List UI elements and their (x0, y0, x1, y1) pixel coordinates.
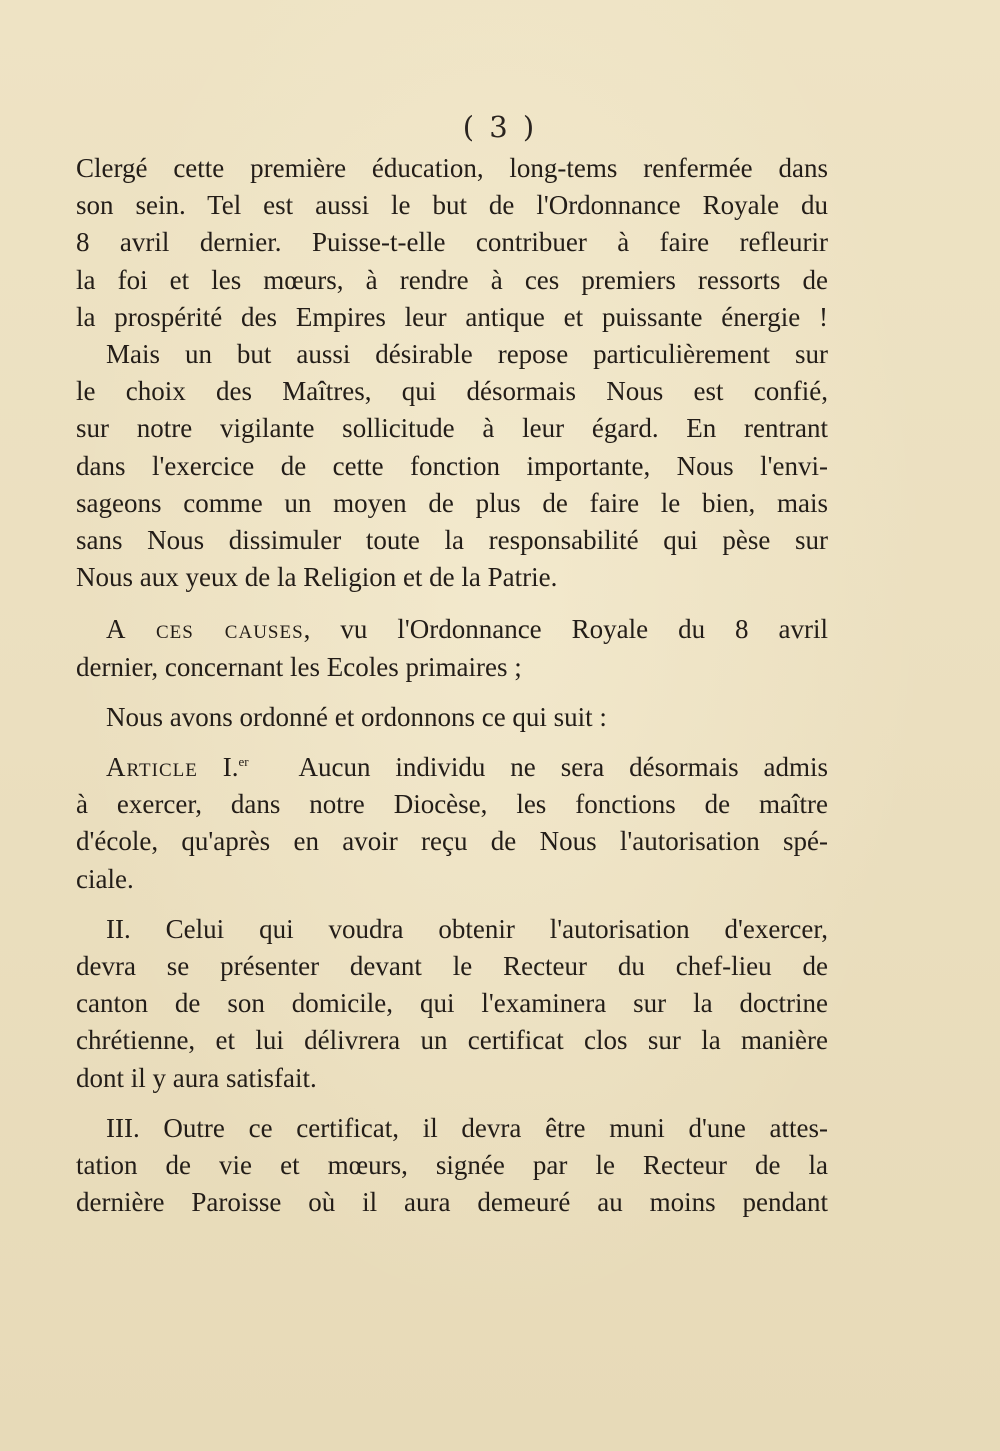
paragraph-article-2 (76, 911, 828, 1097)
text-line: Clergé cette première éducation, long-tems renfermée dans (76, 153, 828, 183)
text-line (76, 749, 828, 786)
text-line: dernier, concernant les Ecoles primaires ; (76, 651, 522, 682)
text-line: chrétienne, et lui délivrera un certificat clos sur la manière (76, 1025, 828, 1056)
page-number: ( 3 ) (462, 110, 538, 144)
paragraph-1 (76, 150, 828, 336)
text-line: Nous aux yeux de la Religion et de la Patrie. (76, 562, 558, 593)
text-line: le choix des Maîtres, qui désormais Nous est confié, (76, 376, 828, 407)
text-line: la prospérité des Empires leur antique et puissante énergie ! (76, 301, 828, 332)
text-line: dont il y aura satisfait. (76, 1062, 317, 1093)
article-superscript: er (238, 754, 249, 770)
paragraph-4 (76, 699, 828, 736)
smallcaps-lead: A ces causes (106, 614, 304, 645)
text-line: 8 avril dernier. Puisse-t-elle contribuer à faire refleurir (76, 227, 828, 258)
text-line: II. Celui qui voudra obtenir l'autorisation d'exercer, (106, 913, 828, 944)
text-line: sur notre vigilante sollicitude à leur égard. En rentrant (76, 413, 828, 444)
text-line: dernière Paroisse où il aura demeuré au moins pendant (76, 1187, 828, 1218)
text-line-rest: Aucun individu ne sera désormais admis (298, 752, 828, 783)
body-text (76, 150, 828, 1221)
text-line: son sein. Tel est aussi le but de l'Ordonnance Royale du (76, 190, 828, 221)
text-line: III. Outre ce certificat, il devra être muni d'une attes- (106, 1112, 828, 1143)
text-line: tation de vie et mœurs, signée par le Recteur de la (76, 1150, 828, 1181)
text-line: sageons comme un moyen de plus de faire le bien, mais (76, 487, 828, 518)
article-number: I. (222, 752, 239, 783)
text-line: sans Nous dissimuler toute la responsabilité qui pèse sur (76, 525, 828, 556)
text-line (76, 611, 828, 648)
paragraph-3 (76, 611, 828, 685)
text-line: Nous avons ordonné et ordonnons ce qui suit : (106, 701, 607, 732)
paragraph-article-1 (76, 749, 828, 898)
text-line-rest: , vu l'Ordonnance Royale du 8 avril (303, 614, 828, 645)
text-line: Mais un but aussi désirable repose particulièrement sur (106, 339, 828, 370)
article-label: Article (106, 752, 198, 783)
text-line: canton de son domicile, qui l'examinera sur la doctrine (76, 988, 828, 1019)
text-line: devra se présenter devant le Recteur du chef-lieu de (76, 951, 828, 982)
text-line: d'école, qu'après en avoir reçu de Nous l'autorisation spé- (76, 826, 828, 857)
text-line: ciale. (76, 863, 134, 894)
paragraph-article-3 (76, 1110, 828, 1222)
text-line: dans l'exercice de cette fonction importante, Nous l'envi- (76, 450, 828, 481)
text-line: à exercer, dans notre Diocèse, les fonctions de maître (76, 789, 828, 820)
text-line: la foi et les mœurs, à rendre à ces premiers ressorts de (76, 264, 828, 295)
paragraph-2 (76, 336, 828, 596)
